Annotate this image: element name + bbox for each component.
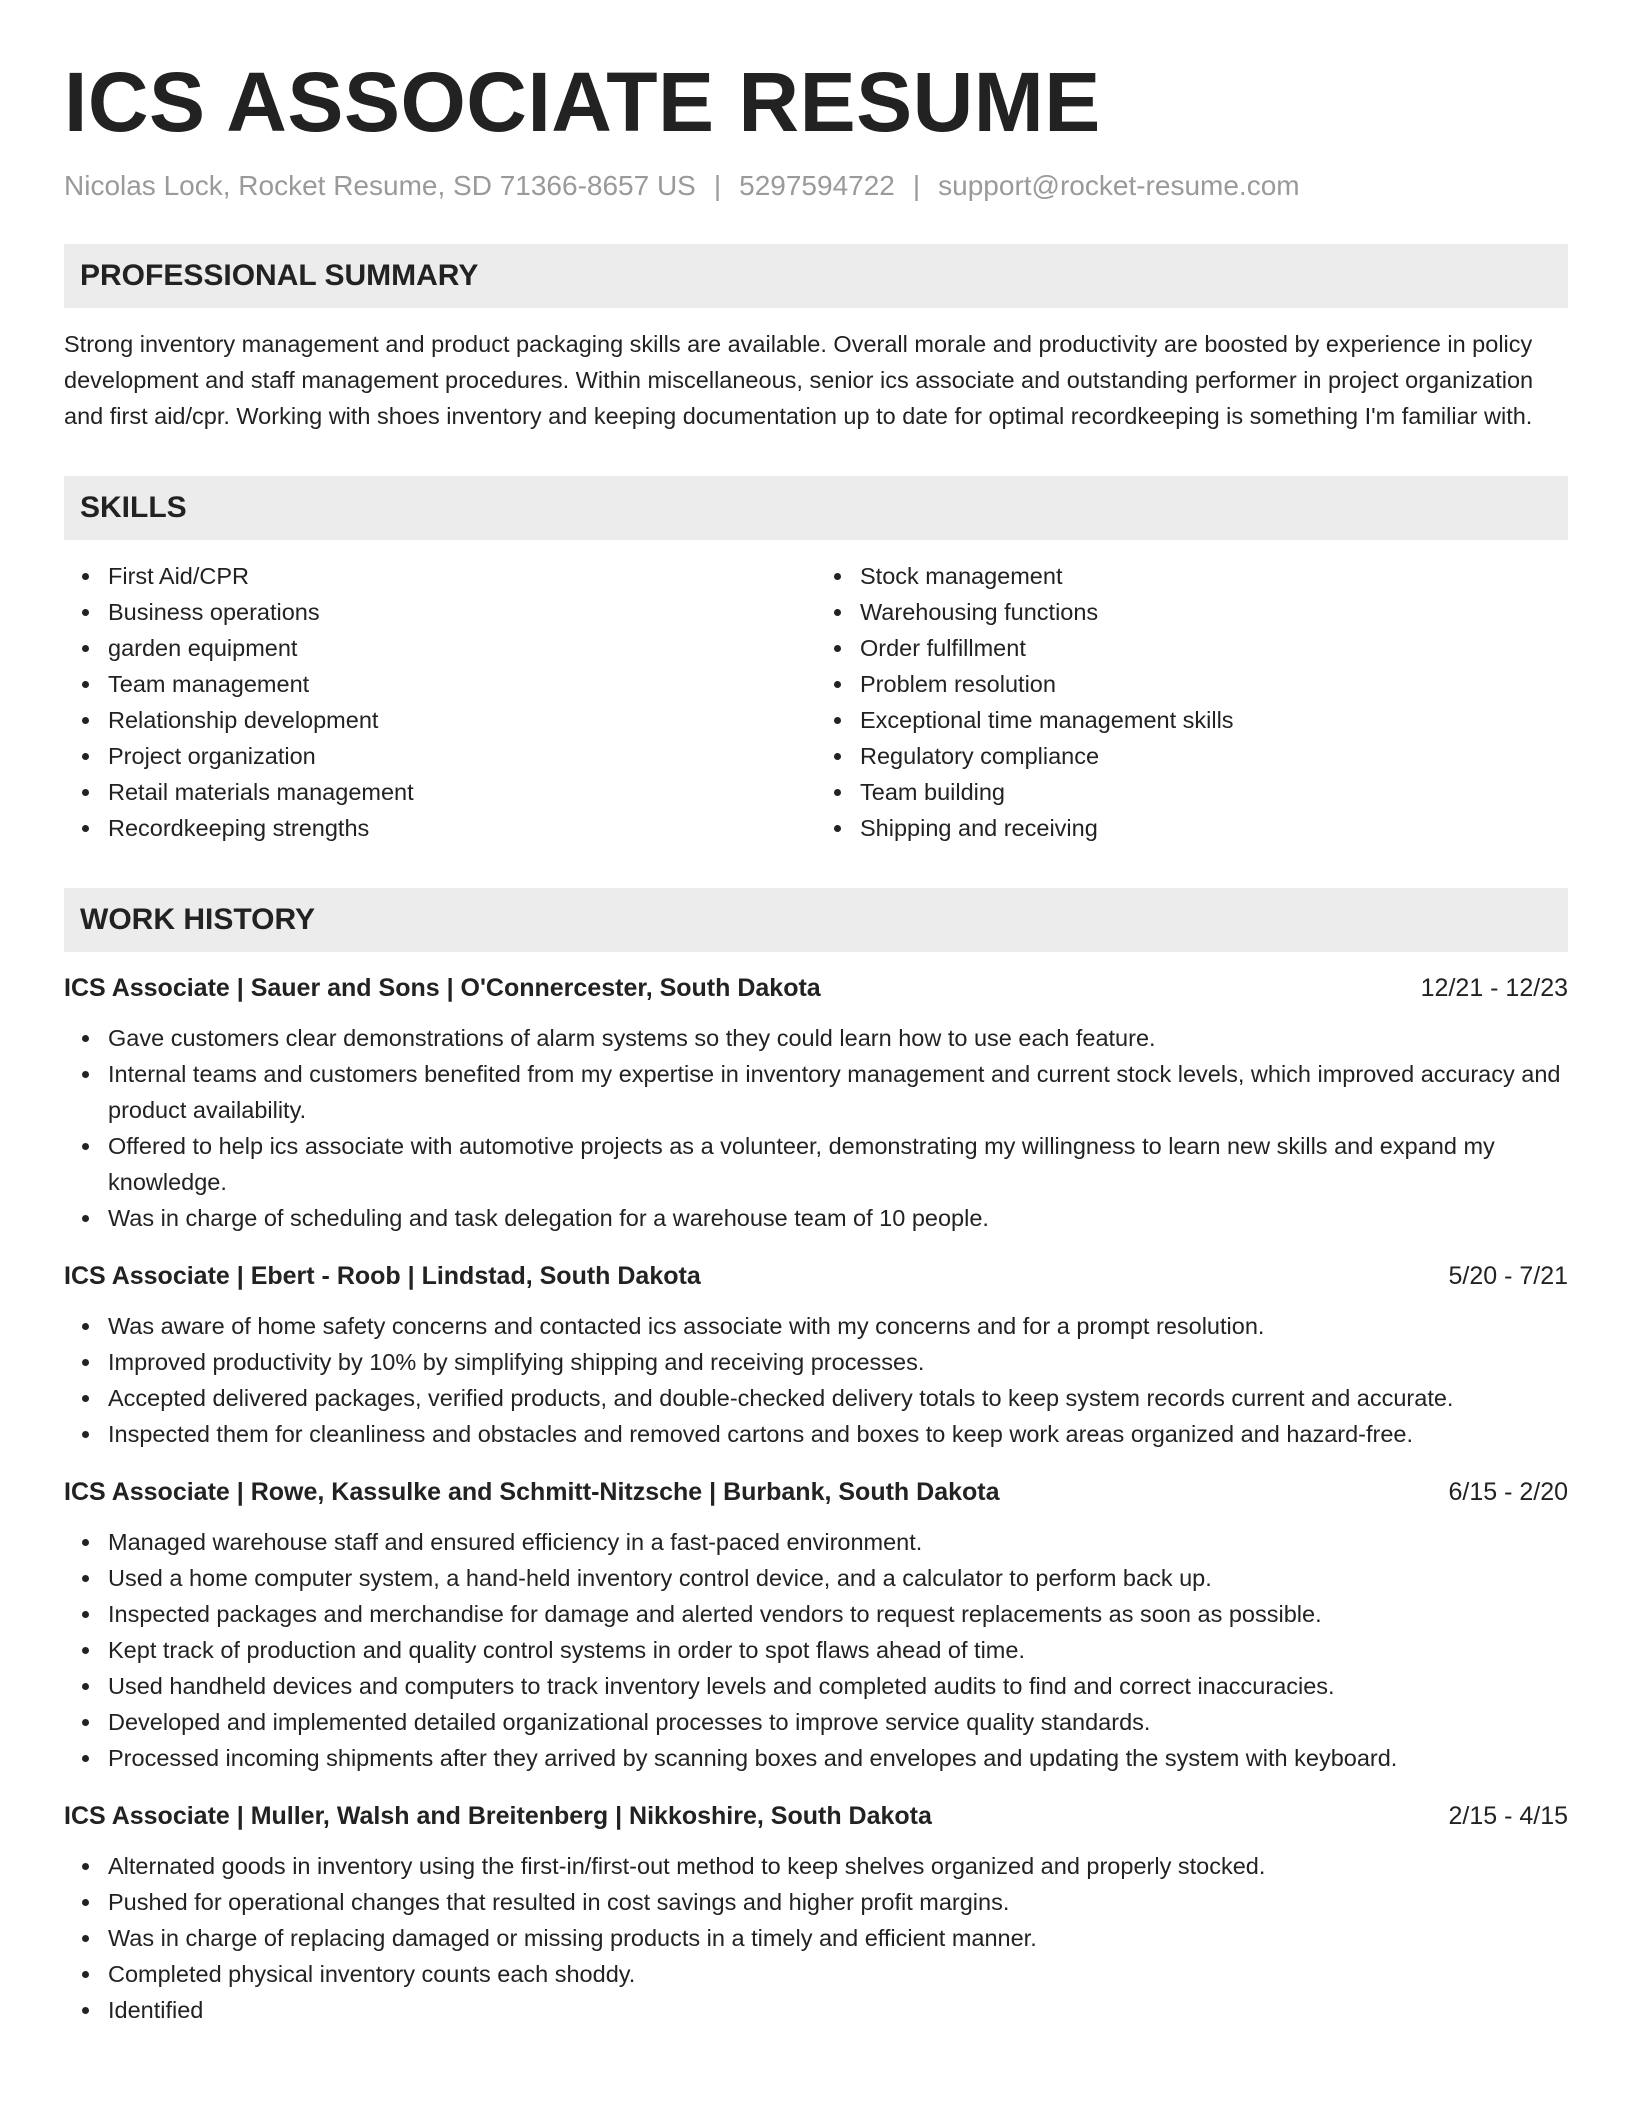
skills-heading: SKILLS: [64, 476, 1568, 540]
job-bullet: Inspected packages and merchandise for damage and alerted vendors to request replacements as soon as possible.: [108, 1596, 1568, 1632]
job-bullets: [64, 1524, 1568, 1776]
job-bullets: [64, 1848, 1568, 2028]
job-dates: 6/15 - 2/20: [1448, 1478, 1568, 1507]
skill-item: Team building: [860, 774, 1568, 810]
summary-text: Strong inventory management and product packaging skills are available. Overall morale and productivity are boosted by experience in policy development and staff management procedures. Within miscellaneous, senior ics associate and outstanding performer in project organization and first aid/cpr. Working with shoes inventory and keeping documentation up to date for optimal recordkeeping is something I'm familiar with.: [64, 331, 1534, 430]
job-entry: [64, 1798, 1568, 2028]
skill-item: Warehousing functions: [860, 594, 1568, 630]
skills-list: [64, 558, 1568, 846]
skill-item: Regulatory compliance: [860, 738, 1568, 774]
job-bullet: Was aware of home safety concerns and contacted ics associate with my concerns and for a prompt resolution.: [108, 1308, 1568, 1344]
job-header: [64, 1798, 1568, 1834]
contact-separator: |: [713, 170, 722, 202]
work-history-heading: WORK HISTORY: [64, 888, 1568, 952]
skill-item: Retail materials management: [108, 774, 816, 810]
job-bullet: Alternated goods in inventory using the first-in/first-out method to keep shelves organized and properly stocked.: [108, 1848, 1568, 1884]
job-dates: 2/15 - 4/15: [1448, 1802, 1568, 1831]
skill-item: Team management: [108, 666, 816, 702]
contact-email: support@rocket-resume.com: [938, 170, 1300, 202]
skill-item: Order fulfillment: [860, 630, 1568, 666]
contact-line: [64, 170, 1568, 202]
job-entry: [64, 1258, 1568, 1452]
contact-phone: 5297594722: [739, 170, 895, 202]
job-entry: [64, 970, 1568, 1236]
job-bullet: Inspected them for cleanliness and obstacles and removed cartons and boxes to keep work areas organized and hazard-free.: [108, 1416, 1568, 1452]
job-bullet: Completed physical inventory counts each shoddy.: [108, 1956, 1568, 1992]
skill-item: Relationship development: [108, 702, 816, 738]
job-header: [64, 1474, 1568, 1510]
job-bullet: Was in charge of scheduling and task delegation for a warehouse team of 10 people.: [108, 1200, 1568, 1236]
job-bullet: Offered to help ics associate with automotive projects as a volunteer, demonstrating my willingness to learn new skills and expand my knowledge.: [108, 1128, 1568, 1200]
resume-title: ICS ASSOCIATE RESUME: [64, 55, 1101, 149]
skill-item: First Aid/CPR: [108, 558, 816, 594]
job-header: [64, 970, 1568, 1006]
contact-separator: |: [912, 170, 921, 202]
job-title: ICS Associate | Sauer and Sons | O'Connercester, South Dakota: [64, 974, 821, 1003]
skills-column-right: [816, 558, 1568, 846]
job-entry: [64, 1474, 1568, 1776]
job-bullet: Used handheld devices and computers to track inventory levels and completed audits to find and correct inaccuracies.: [108, 1668, 1568, 1704]
skill-item: Shipping and receiving: [860, 810, 1568, 846]
job-bullets: [64, 1308, 1568, 1452]
job-bullet: Processed incoming shipments after they arrived by scanning boxes and envelopes and updating the system with keyboard.: [108, 1740, 1568, 1776]
skill-item: Exceptional time management skills: [860, 702, 1568, 738]
job-bullet: Kept track of production and quality control systems in order to spot flaws ahead of time.: [108, 1632, 1568, 1668]
work-history-list: [64, 970, 1568, 2028]
job-bullet: Accepted delivered packages, verified products, and double-checked delivery totals to keep system records current and accurate.: [108, 1380, 1568, 1416]
skill-item: Business operations: [108, 594, 816, 630]
job-bullet: Internal teams and customers benefited from my expertise in inventory management and current stock levels, which improved accuracy and product availability.: [108, 1056, 1568, 1128]
job-bullet: Developed and implemented detailed organizational processes to improve service quality standards.: [108, 1704, 1568, 1740]
skill-item: Project organization: [108, 738, 816, 774]
job-title: ICS Associate | Rowe, Kassulke and Schmitt-Nitzsche | Burbank, South Dakota: [64, 1478, 1000, 1507]
job-title: ICS Associate | Ebert - Roob | Lindstad, South Dakota: [64, 1262, 701, 1291]
summary-heading: PROFESSIONAL SUMMARY: [64, 244, 1568, 308]
job-title: ICS Associate | Muller, Walsh and Breitenberg | Nikkoshire, South Dakota: [64, 1802, 932, 1831]
job-dates: 5/20 - 7/21: [1448, 1262, 1568, 1291]
contact-address: Nicolas Lock, Rocket Resume, SD 71366-8657 US: [64, 170, 696, 202]
job-bullet: Improved productivity by 10% by simplifying shipping and receiving processes.: [108, 1344, 1568, 1380]
job-bullet: Managed warehouse staff and ensured efficiency in a fast-paced environment.: [108, 1524, 1568, 1560]
job-bullets: [64, 1020, 1568, 1236]
job-bullet: Used a home computer system, a hand-held inventory control device, and a calculator to perform back up.: [108, 1560, 1568, 1596]
job-header: [64, 1258, 1568, 1294]
job-bullet: Identified: [108, 1992, 1568, 2028]
skill-item: Problem resolution: [860, 666, 1568, 702]
job-dates: 12/21 - 12/23: [1420, 974, 1568, 1003]
job-bullet: Gave customers clear demonstrations of alarm systems so they could learn how to use each feature.: [108, 1020, 1568, 1056]
skill-item: Stock management: [860, 558, 1568, 594]
skill-item: Recordkeeping strengths: [108, 810, 816, 846]
job-bullet: Pushed for operational changes that resulted in cost savings and higher profit margins.: [108, 1884, 1568, 1920]
job-bullet: Was in charge of replacing damaged or missing products in a timely and efficient manner.: [108, 1920, 1568, 1956]
skill-item: garden equipment: [108, 630, 816, 666]
skills-column-left: [64, 558, 816, 846]
